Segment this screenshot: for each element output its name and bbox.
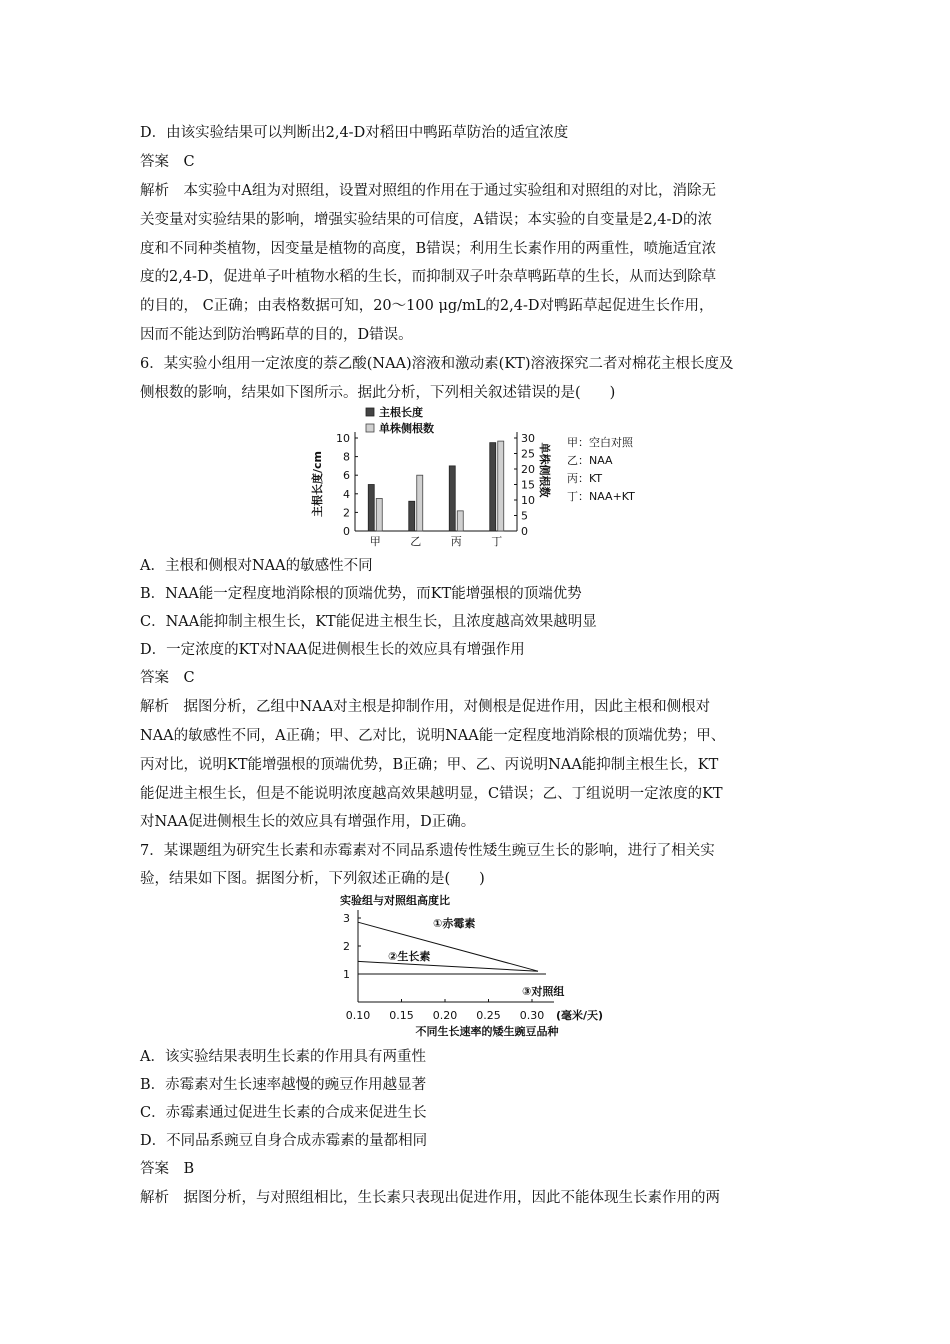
- q6-option-b: B．NAA能一定程度地消除根的顶端优势，而KT能增强根的顶端优势: [140, 586, 582, 602]
- note-ding: 丁：NAA+KT: [567, 490, 635, 503]
- series-label-auxin: ②生长素: [388, 950, 431, 963]
- y2-tick-label: 0: [521, 525, 528, 538]
- x-tick-label: 乙: [410, 535, 422, 548]
- y-tick-label: 1: [343, 968, 350, 981]
- q7-option-b: B．赤霉素对生长速率越慢的豌豆作用越显著: [140, 1077, 427, 1093]
- q6-stem-line: 6．某实验小组用一定浓度的萘乙酸(NAA)溶液和激动素(KT)溶液探究二者对棉花主根长度及: [140, 356, 734, 372]
- x-tick-label: 0.30: [519, 1009, 545, 1022]
- y-tick-label: 6: [343, 469, 350, 483]
- q5-analysis-line: 度的2,4-D，促进单子叶植物水稻的生长，而抑制双子叶杂草鸭跖草的生长，从而达到除草: [140, 269, 717, 285]
- y2-tick-label: 25: [521, 447, 535, 461]
- legend-lateral-root: 单株侧根数: [379, 422, 434, 435]
- bar-lateral-root: [498, 441, 504, 531]
- q6-analysis-line: NAA的敏感性不同，A正确；甲、乙对比，说明NAA能一定程度地消除根的顶端优势；甲、: [140, 728, 726, 744]
- q6-option-d: D．一定浓度的KT对NAA促进侧根生长的效应具有增强作用: [140, 642, 525, 658]
- y2-axis-label: 单株侧根数: [538, 442, 551, 498]
- q5-answer: 答案 C: [140, 154, 195, 170]
- q5-analysis-line: 关变量对实验结果的影响，增强实验结果的可信度，A错误；本实验的自变量是2,4-D的浓: [140, 212, 713, 228]
- y-tick-label: 3: [343, 912, 350, 925]
- y-tick-label: 10: [336, 432, 350, 445]
- q6-stem-line: 侧根数的影响，结果如下图所示。据此分析，下列相关叙述错误的是( ): [140, 385, 616, 401]
- q7-stem-line: 7．某课题组为研究生长素和赤霉素对不同品系遗传性矮生豌豆生长的影响，进行了相关实: [140, 843, 715, 859]
- line-chart-title: 实验组与对照组高度比: [340, 894, 450, 907]
- x-tick-label: 丙: [450, 535, 462, 548]
- x-tick-label: 0.15: [389, 1009, 414, 1022]
- y-tick-label: 0: [343, 525, 350, 538]
- y2-tick-label: 5: [521, 509, 528, 523]
- q6-analysis-line: 能促进主根生长，但是不能说明浓度越高效果越明显，C错误；乙、丁组说明一定浓度的KT: [140, 786, 723, 802]
- q5-option-d: D．由该实验结果可以判断出2,4-D对稻田中鸭跖草防治的适宜浓度: [140, 125, 569, 141]
- q6-option-a: A．主根和侧根对NAA的敏感性不同: [140, 558, 373, 574]
- q6-analysis-line: 丙对比，说明KT能增强根的顶端优势，B正确；甲、乙、丙说明NAA能抑制主根生长，KT: [140, 757, 719, 773]
- y2-tick-label: 10: [521, 494, 535, 507]
- bar-lateral-root: [417, 475, 423, 531]
- q7-option-c: C．赤霉素通过促进生长素的合成来促进生长: [140, 1105, 427, 1121]
- q6-answer: 答案 C: [140, 670, 195, 686]
- note-bing: 丙：KT: [567, 472, 603, 485]
- condition-notes: [567, 435, 635, 503]
- x-tick-label: 0.25: [476, 1009, 501, 1022]
- q7-option-a: A．该实验结果表明生长素的作用具有两重性: [140, 1049, 426, 1065]
- series-label-gibberellin: ①赤霉素: [433, 917, 476, 930]
- bar-legend: [366, 405, 434, 435]
- y-tick-label: 2: [343, 940, 350, 953]
- q6-analysis-line: 解析 据图分析，乙组中NAA对主根是抑制作用，对侧根是促进作用，因此主根和侧根对: [140, 699, 711, 715]
- y-tick-label: 2: [343, 506, 350, 520]
- bar-main-root: [449, 466, 455, 531]
- series-label-control: ③对照组: [522, 985, 565, 998]
- y-tick-label: 4: [343, 487, 350, 501]
- bar-chart: [305, 402, 665, 550]
- q6-analysis-line: 对NAA促进侧根生长的效应具有增强作用，D正确。: [140, 814, 476, 830]
- bar-main-root: [490, 443, 496, 531]
- x-tick-label: 0.10: [345, 1009, 371, 1022]
- q7-answer: 答案 B: [140, 1161, 195, 1177]
- y-tick-label: 8: [343, 450, 350, 464]
- x-tick-label: 0.20: [432, 1009, 458, 1022]
- note-jia: 甲：空白对照: [567, 436, 633, 449]
- q7-stem-line: 验，结果如下图。据图分析，下列叙述正确的是( ): [140, 871, 485, 887]
- q6-option-c: C．NAA能抑制主根生长，KT能促进主根生长，且浓度越高效果越明显: [140, 614, 597, 630]
- bar-main-root: [368, 485, 374, 532]
- q5-analysis-line: 度和不同种类植物，因变量是植物的高度，B错误；利用生长素作用的两重性，喷施适宜浓: [140, 241, 717, 257]
- x-axis-label: 不同生长速率的矮生豌豆品种: [415, 1025, 559, 1038]
- x-tick-label: 甲: [369, 535, 381, 548]
- x-unit-label: (毫米/天): [556, 1009, 604, 1022]
- y-axis-label: 主根长度/cm: [311, 451, 324, 517]
- bar-main-root: [409, 501, 415, 531]
- y2-tick-label: 30: [521, 432, 535, 445]
- q5-analysis-line: 因而不能达到防治鸭跖草的目的，D错误。: [140, 327, 413, 343]
- q5-analysis-line: 的目的， C正确；由表格数据可知，20～100 μg/mL的2,4-D对鸭跖草起促进生长作用，: [140, 298, 714, 314]
- q5-analysis-line: 解析 本实验中A组为对照组，设置对照组的作用在于通过实验组和对照组的对比，消除无: [140, 183, 716, 199]
- note-yi: 乙：NAA: [567, 454, 613, 467]
- y2-tick-label: 20: [521, 463, 535, 476]
- line-auxin: [358, 961, 538, 971]
- q7-analysis-line: 解析 据图分析，与对照组相比，生长素只表现出促进作用，因此不能体现生长素作用的两: [140, 1190, 720, 1206]
- legend-main-root: 主根长度: [379, 406, 423, 419]
- y2-tick-label: 15: [521, 478, 535, 492]
- line-chart: [330, 888, 620, 1040]
- q7-option-d: D．不同品系豌豆自身合成赤霉素的量都相同: [140, 1133, 428, 1149]
- bar-lateral-root: [376, 498, 382, 531]
- bar-lateral-root: [457, 511, 463, 531]
- x-tick-label: 丁: [491, 535, 503, 548]
